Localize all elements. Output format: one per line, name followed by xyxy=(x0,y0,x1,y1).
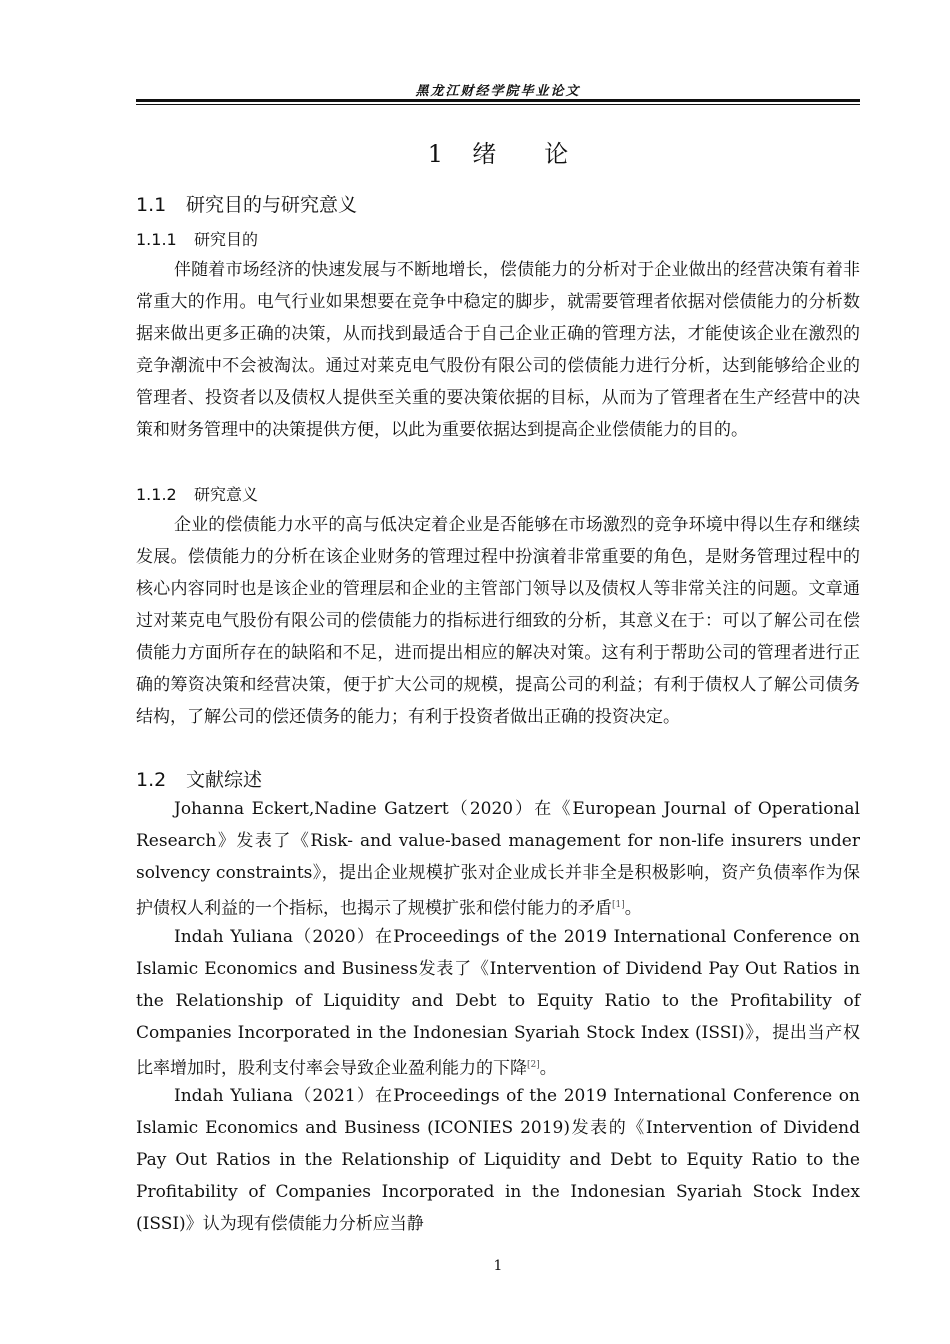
section-number: 1.1.2 xyxy=(136,485,177,504)
section-title: 文献综述 xyxy=(186,769,263,791)
section-heading-1-2 xyxy=(136,765,262,792)
section-title: 研究目的与研究意义 xyxy=(186,194,358,216)
section-heading-1-1-2 xyxy=(136,482,258,505)
section-number: 1.1 xyxy=(136,194,167,216)
chapter-title-text: 绪 论 xyxy=(472,140,569,168)
paragraph-text: Johanna Eckert,Nadine Gatzert（2020）在《European Journal of Operational Research》发表了《Risk- and value-based management for non-life insurers under solvency constraints》，提出企业规模扩张对企业成长并非全是积极影响，资产负债率作为保护债权人利益的一个指标，也揭示了规模扩张和偿付能力的矛盾 xyxy=(136,799,860,919)
paragraph-end: 。 xyxy=(539,1058,557,1079)
chapter-number: 1 xyxy=(427,140,443,168)
paragraph-research-purpose: 伴随着市场经济的快速发展与不断地增长，偿债能力的分析对于企业做出的经营决策有着非常重大的作用。电气行业如果想要在竞争中稳定的脚步，就需要管理者依据对偿债能力的分析数据来做出更多正确的决策，从而找到最适合于自己企业正确的管理方法，才能使该企业在激烈的竞争潮流中不会被淘汰。通过对莱克电气股份有限公司的偿债能力进行分析，达到能够给企业的管理者、投资者以及债权人提供至关重的要决策依据的目标，从而为了管理者在生产经营中的决策和财务管理中的决策提供方便，以此为重要依据达到提高企业偿债能力的目的。 xyxy=(136,260,860,440)
section-number: 1.1.1 xyxy=(136,230,177,249)
section-heading-1-1-1 xyxy=(136,227,258,250)
section-number: 1.2 xyxy=(136,769,167,791)
citation-ref: [1] xyxy=(612,900,625,910)
section-title: 研究意义 xyxy=(194,485,259,504)
paragraph-literature-3: Indah Yuliana（2021）在Proceedings of the 2019 International Conference on Islamic Economics and Business (ICONIES 2019)发表的《Intervention of Dividend Pay Out Ratios in the Relationship of Liquidity and Debt to Equity Ratio to the Profitability of Companies Incorporated in the Indonesian Syariah Stock Index (ISSI)》认为现有偿债能力分析应当静 xyxy=(136,1086,860,1234)
paragraph-research-significance: 企业的偿债能力水平的高与低决定着企业是否能够在市场激烈的竞争环境中得以生存和继续发展。偿债能力的分析在该企业财务的管理过程中扮演着非常重要的角色，是财务管理过程中的核心内容同时也是该企业的管理层和企业的主管部门领导以及债权人等非常关注的问题。文章通过对莱克电气股份有限公司的偿债能力的指标进行细致的分析，其意义在于：可以了解公司在偿债能力方面所存在的缺陷和不足，进而提出相应的解决对策。这有利于帮助公司的管理者进行正确的筹资决策和经营决策，便于扩大公司的规模，提高公司的利益；有利于债权人了解公司债务结构，了解公司的偿还债务的能力；有利于投资者做出正确的投资决定。 xyxy=(136,515,860,727)
citation-ref: [2] xyxy=(527,1060,540,1070)
page-number: 1 xyxy=(493,1258,503,1274)
section-heading-1-1 xyxy=(136,190,357,217)
paragraph-literature-2 xyxy=(136,921,860,1085)
paragraph-literature-1 xyxy=(136,793,860,925)
paragraph-text: Indah Yuliana（2020）在Proceedings of the 2019 International Conference on Islamic Economics and Business发表了《Intervention of Dividend Pay Out Ratios in the Relationship of Liquidity and Debt to Equity Ratio to the Profitability of Companies Incorporated in the Indonesian Syariah Stock Index (ISSI)》，提出当产权比率增加时，股利支付率会导致企业盈利能力的下降 xyxy=(136,927,860,1079)
section-title: 研究目的 xyxy=(194,230,259,249)
page-header: 黑龙江财经学院毕业论文 xyxy=(415,84,581,99)
paragraph-end: 。 xyxy=(624,898,642,919)
header-rule-thick xyxy=(136,99,860,102)
header-rule-thin xyxy=(136,104,860,105)
chapter-title xyxy=(136,134,860,169)
